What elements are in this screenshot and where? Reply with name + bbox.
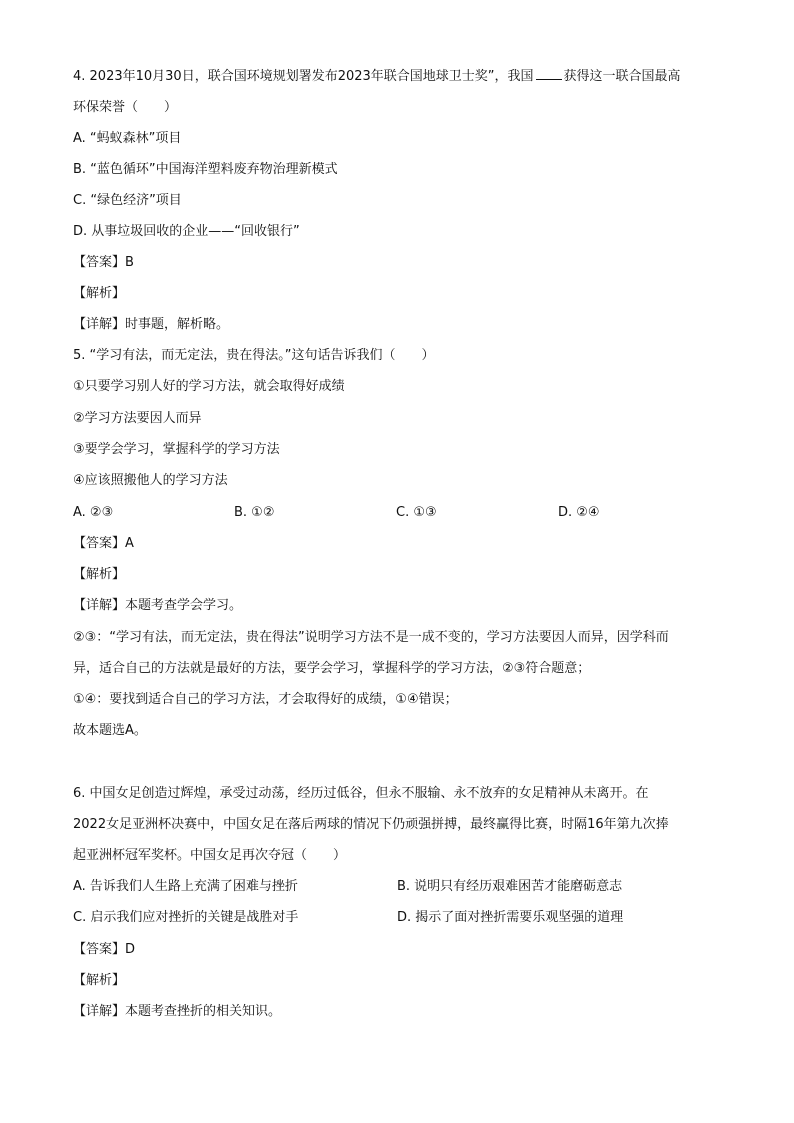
q6-analysis-heading: 【解析】	[73, 973, 126, 988]
q4-stem-line-2: 环保荣誉（ ）	[73, 100, 178, 115]
q5-stem: 5. “学习有法，而无定法，贵在得法。”这句话告诉我们（ ）	[73, 348, 435, 363]
q6-detail: 【详解】本题考查挫折的相关知识。	[73, 1004, 282, 1019]
q5-option-d: D. ②④	[558, 505, 600, 520]
q6-option-a: A. 告诉我们人生路上充满了困难与挫折	[73, 879, 298, 894]
q4-option-a: A. “蚂蚁森林”项目	[73, 131, 182, 146]
q5-statement-1: ①只要学习别人好的学习方法，就会取得好成绩	[73, 379, 345, 394]
q5-option-a: A. ②③	[73, 505, 114, 520]
q6-option-b: B. 说明只有经历艰难困苦才能磨砺意志	[397, 879, 623, 894]
q4-option-c: C. “绿色经济”项目	[73, 193, 182, 208]
q5-explanation-4: 故本题选A。	[73, 723, 147, 738]
q4-answer-blank	[536, 67, 562, 80]
q5-explanation-2: 异，适合自己的方法就是最好的方法，要学会学习，掌握科学的学习方法，②③符合题意；	[73, 661, 591, 676]
q5-explanation-3: ①④：要找到适合自己的学习方法，才会取得好的成绩，①④错误；	[73, 692, 458, 707]
q4-option-d: D. 从事垃圾回收的企业——“回收银行”	[73, 224, 300, 239]
q6-option-d: D. 揭示了面对挫折需要乐观坚强的道理	[397, 910, 624, 925]
q4-stem-part-b: 获得这一联合国最高	[563, 69, 681, 84]
q5-statement-2: ②学习方法要因人而异	[73, 411, 202, 426]
q4-stem-line-1	[73, 67, 681, 87]
q5-answer: 【答案】A	[73, 536, 134, 551]
q5-option-c: C. ①③	[396, 505, 437, 520]
q5-option-b: B. ①②	[234, 505, 275, 520]
q4-answer: 【答案】B	[73, 255, 134, 270]
q5-explanation-1: ②③：“学习有法，而无定法，贵在得法”说明学习方法不是一成不变的，学习方法要因人而异，因学科而	[73, 630, 669, 645]
q5-statement-3: ③要学会学习，掌握科学的学习方法	[73, 442, 280, 457]
q5-analysis-heading: 【解析】	[73, 567, 126, 582]
q6-stem-line-3: 起亚洲杯冠军奖杯。中国女足再次夺冠（ ）	[73, 848, 347, 863]
q4-analysis-heading: 【解析】	[73, 286, 126, 301]
q6-stem-line-2: 2022女足亚洲杯决赛中，中国女足在落后两球的情况下仍顽强拼搏，最终赢得比赛，时隔16年第九次捧	[73, 817, 669, 832]
q4-option-b: B. “蓝色循环”中国海洋塑料废弃物治理新模式	[73, 162, 338, 177]
q5-statement-4: ④应该照搬他人的学习方法	[73, 473, 228, 488]
q6-answer: 【答案】D	[73, 942, 136, 957]
q4-stem-part-a: 4. 2023年10月30日，联合国环境规划署发布2023年联合国地球卫士奖”，我国	[73, 69, 534, 84]
q6-option-c: C. 启示我们应对挫折的关键是战胜对手	[73, 910, 299, 925]
q5-detail: 【详解】本题考查学会学习。	[73, 598, 243, 613]
q6-stem-line-1: 6. 中国女足创造过辉煌，承受过动荡，经历过低谷，但永不服输、永不放弃的女足精神从未离开。在	[73, 786, 649, 801]
q4-detail: 【详解】时事题，解析略。	[73, 317, 230, 332]
